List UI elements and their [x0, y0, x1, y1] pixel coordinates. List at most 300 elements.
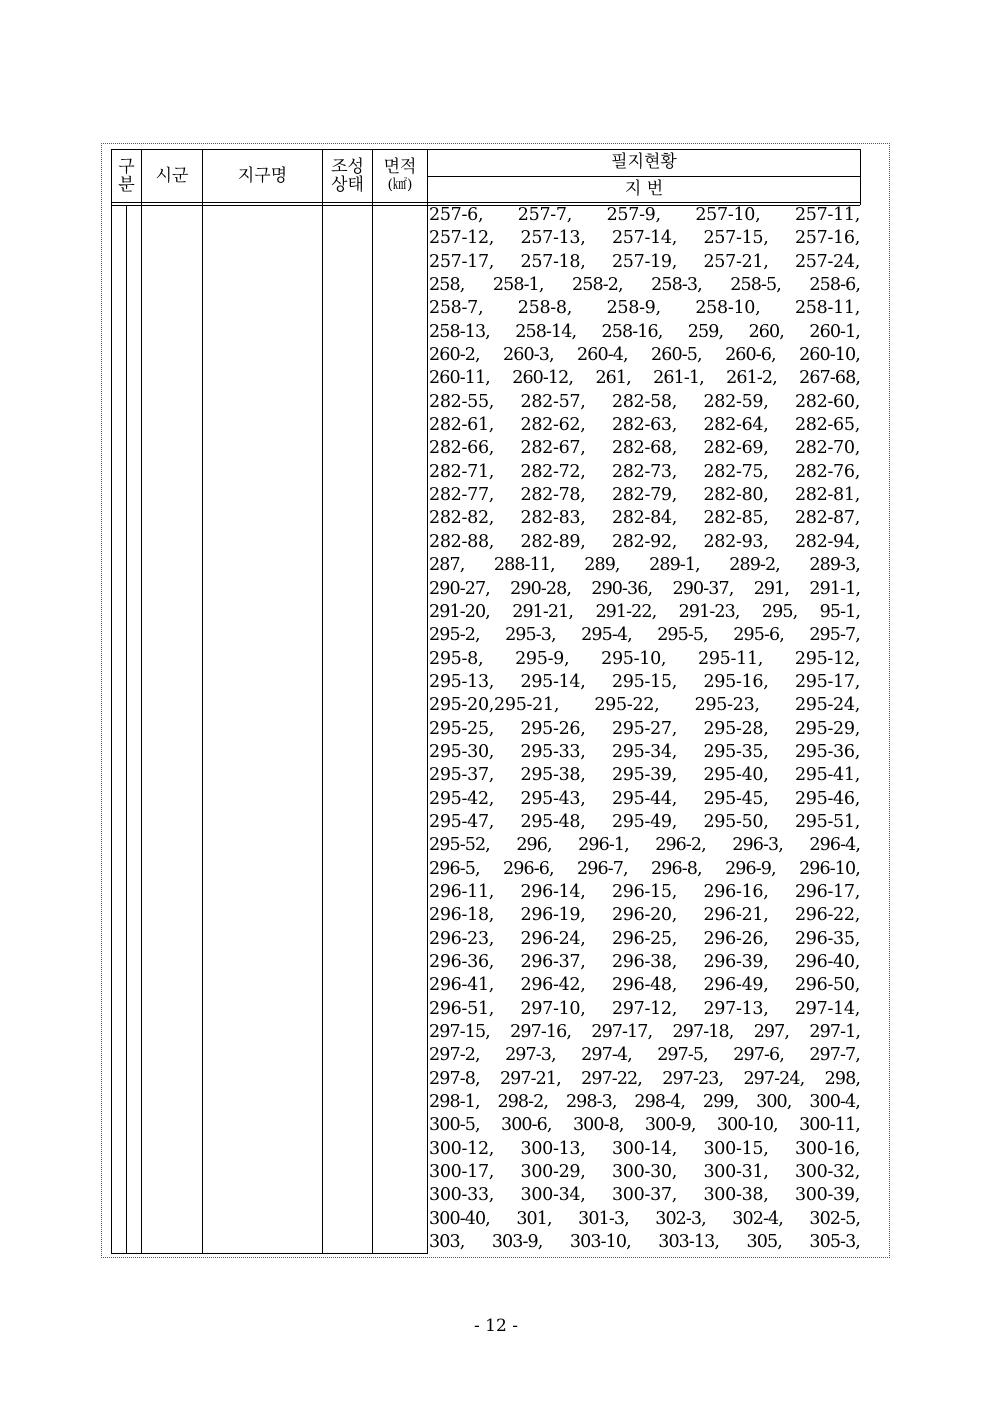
- lot-number-cell: 296-21,: [703, 905, 769, 926]
- lot-number-cell: 297-1,: [809, 1022, 860, 1043]
- lot-number-cell: 295-35,: [703, 741, 769, 762]
- lot-number-cell: 296-4,: [809, 835, 860, 856]
- lot-number-cell: 289,: [584, 555, 620, 576]
- lot-number-cell: 282-70,: [794, 438, 860, 459]
- lot-number-row: [429, 274, 860, 297]
- lot-number-cell: 300-6,: [500, 1115, 552, 1136]
- lot-number-cell: 258-2,: [572, 275, 623, 296]
- page-number: - 12 -: [474, 1316, 518, 1336]
- lot-number-cell: 290-27,: [429, 578, 490, 599]
- lot-number-cell: 305-3,: [809, 1232, 860, 1253]
- lot-number-cell: 95-1,: [819, 601, 860, 622]
- lot-number-cell: 296-39,: [703, 952, 769, 972]
- lot-number-cell: 300-5,: [429, 1115, 480, 1136]
- lot-number-row: [429, 1021, 860, 1044]
- lot-number-cell: 282-66,: [429, 438, 495, 459]
- lot-number-cell: 296-49,: [703, 975, 769, 996]
- lot-number-cell: 257-12,: [429, 228, 495, 249]
- lot-number-cell: 296-3,: [732, 835, 783, 856]
- lot-number-cell: 295-27,: [611, 718, 678, 739]
- lot-number-cell: 289-3,: [809, 555, 860, 576]
- lot-number-cell: 282-85,: [703, 508, 769, 529]
- lot-number-cell: 296-36,: [429, 952, 495, 972]
- lot-number-cell: 296-18,: [429, 905, 495, 926]
- lot-number-cell: 300-37,: [611, 1185, 678, 1206]
- lot-number-cell: 290-37,: [672, 578, 734, 599]
- lot-number-cell: 300-38,: [703, 1185, 769, 1206]
- lot-number-cell: 282-60,: [794, 391, 860, 412]
- lot-number-cell: 296-48,: [611, 975, 678, 996]
- header-bottom-rule-1: [111, 202, 860, 203]
- col-rule-right: [860, 149, 861, 205]
- lot-number-cell: 296-9,: [725, 858, 776, 879]
- lot-number-cell: 291-22,: [595, 601, 657, 622]
- lot-number-cell: 298-4,: [634, 1092, 686, 1113]
- lot-number-cell: 298,: [824, 1068, 860, 1089]
- lot-number-cell: 295-10,: [601, 648, 667, 669]
- lot-number-cell: 291-1,: [809, 578, 860, 599]
- lot-number-cell: 295-30,: [429, 741, 495, 762]
- lot-number-row: [429, 367, 860, 390]
- lot-number-cell: 295-9,: [515, 648, 570, 669]
- lot-number-cell: 295-28,: [703, 718, 769, 739]
- lot-number-cell: 295-2,: [429, 625, 480, 646]
- lot-number-cell: 296-1,: [578, 835, 629, 856]
- lot-number-cell: 296-24,: [520, 928, 586, 949]
- lot-number-cell: 296-51,: [429, 998, 495, 1019]
- lot-number-cell: 296-22,: [794, 905, 860, 926]
- lot-number-cell: 291,: [753, 578, 790, 599]
- lot-number-cell: 297-4,: [581, 1045, 632, 1066]
- lot-number-cell: 296-19,: [520, 905, 586, 926]
- lot-number-cell: 296-5,: [429, 858, 480, 879]
- lot-number-cell: 296-17,: [794, 881, 860, 902]
- lot-number-cell: 258-6,: [809, 275, 860, 296]
- lot-number-cell: 297-3,: [505, 1045, 556, 1066]
- lot-number-cell: 300-15,: [703, 1138, 769, 1159]
- lot-number-row: [429, 718, 860, 741]
- lot-number-cell: 257-7,: [517, 205, 572, 225]
- lot-number-cell: 295-40,: [703, 765, 769, 786]
- lot-number-cell: 296-25,: [611, 928, 678, 949]
- lot-number-cell: 295-22,: [594, 695, 660, 716]
- lot-number-cell: 282-69,: [703, 438, 769, 459]
- lot-number-cell: 258-7,: [429, 298, 484, 319]
- lot-number-cell: 287,: [429, 555, 465, 576]
- lot-number-cell: 297-6,: [733, 1045, 784, 1066]
- lot-number-cell: 282-72,: [520, 461, 586, 482]
- lot-number-cell: 295-34,: [611, 741, 678, 762]
- lot-number-row: [429, 951, 860, 974]
- lot-number-cell: 258-1,: [492, 275, 544, 296]
- lot-number-cell: 303-13,: [658, 1232, 720, 1253]
- lot-number-row: [429, 461, 860, 484]
- lot-number-cell: 295-8,: [429, 648, 484, 669]
- table-bottom-border: [111, 1253, 428, 1254]
- lot-number-cell: 300-16,: [794, 1138, 860, 1159]
- lot-number-cell: 303-9,: [491, 1232, 543, 1253]
- lot-number-cell: 295-26,: [520, 718, 586, 739]
- lot-number-cell: 289-2,: [729, 555, 780, 576]
- lot-number-cell: 282-83,: [520, 508, 586, 529]
- lot-number-cell: 258-8,: [517, 298, 572, 319]
- lot-number-row: [429, 788, 860, 811]
- lot-number-cell: 295-47,: [429, 811, 495, 832]
- lot-number-cell: 282-77,: [429, 485, 495, 506]
- lot-number-cell: 296-38,: [611, 952, 678, 972]
- lot-number-cell: 305,: [746, 1232, 782, 1253]
- lot-number-row: [429, 1044, 860, 1067]
- lot-number-row: [429, 321, 860, 344]
- lot-number-cell: 300-14,: [611, 1138, 678, 1159]
- lot-number-cell: 295-43,: [520, 788, 586, 809]
- lot-number-cell: 282-58,: [611, 391, 678, 412]
- lot-number-cell: 282-89,: [520, 531, 586, 552]
- lot-number-row: [429, 998, 860, 1021]
- lot-number-row: [429, 624, 860, 647]
- lot-number-cell: 282-81,: [794, 485, 860, 506]
- lot-number-cell: 282-94,: [794, 531, 860, 552]
- lot-number-cell: 295-6,: [733, 625, 784, 646]
- lot-number-row: [429, 741, 860, 764]
- lot-number-cell: 297-22,: [581, 1068, 642, 1089]
- lot-number-cell: 260-4,: [577, 345, 628, 366]
- lot-number-cell: 295-13,: [429, 671, 495, 692]
- lot-number-cell: 282-73,: [611, 461, 678, 482]
- lot-number-cell: 258-3,: [651, 275, 702, 296]
- lot-number-cell: 282-87,: [794, 508, 860, 529]
- lot-number-cell: 282-92,: [611, 531, 678, 552]
- lot-number-cell: 297-12,: [611, 998, 678, 1019]
- lot-number-cell: 282-82,: [429, 508, 495, 529]
- lot-number-cell: 260-3,: [503, 345, 554, 366]
- lot-number-cell: 282-55,: [429, 391, 495, 412]
- lot-number-cell: 282-62,: [520, 415, 586, 436]
- lot-number-cell: 295-3,: [505, 625, 556, 646]
- lot-number-cell: 296-37,: [520, 952, 586, 972]
- lot-number-cell: 260-1,: [809, 321, 860, 342]
- col-rule-district: [322, 149, 323, 1254]
- lot-number-cell: 260,: [748, 321, 784, 342]
- lot-number-row: [429, 344, 860, 367]
- lot-number-cell: 297-21,: [499, 1068, 561, 1089]
- lot-number-cell: 267-68,: [799, 368, 860, 389]
- lot-number-cell: 300-33,: [429, 1185, 495, 1206]
- lot-number-cell: 296-11,: [429, 881, 495, 902]
- lot-number-cell: 300,: [756, 1092, 792, 1113]
- lot-number-row: [429, 297, 860, 320]
- lot-number-cell: 291-20,: [429, 601, 490, 622]
- col-rule-area: [427, 149, 428, 1254]
- lot-number-cell: 260-11,: [429, 368, 490, 389]
- lot-number-row: [429, 531, 860, 554]
- lot-number-cell: 282-68,: [611, 438, 678, 459]
- lot-number-cell: 282-93,: [703, 531, 769, 552]
- lot-number-cell: 295-39,: [611, 765, 678, 786]
- lot-number-cell: 295-44,: [611, 788, 678, 809]
- lot-number-cell: 258-11,: [794, 298, 860, 319]
- lot-number-cell: 257-16,: [794, 228, 860, 249]
- lot-number-row: [429, 881, 860, 904]
- lot-number-cell: 295-46,: [794, 788, 860, 809]
- lot-number-row: [429, 1184, 860, 1207]
- lot-number-cell: 260-2,: [429, 345, 480, 366]
- lot-number-cell: 297,: [753, 1022, 790, 1043]
- lot-number-cell: 260-10,: [799, 345, 860, 366]
- lot-number-row: [429, 904, 860, 927]
- lot-number-cell: 296-6,: [503, 858, 554, 879]
- lot-number-cell: 300-31,: [703, 1162, 769, 1183]
- lot-number-cell: 295,: [761, 601, 798, 622]
- lot-number-cell: 297-2,: [429, 1045, 480, 1066]
- lot-number-row: [429, 204, 860, 227]
- lot-number-row: [429, 414, 860, 437]
- lot-number-cell: 296-41,: [429, 975, 495, 996]
- lot-number-cell: 261-2,: [726, 368, 777, 389]
- lot-number-cell: 282-79,: [611, 485, 678, 506]
- lot-number-row: [429, 671, 860, 694]
- lot-number-cell: 260-12,: [512, 368, 574, 389]
- col-rule-gubun: [141, 149, 142, 1254]
- col-rule-sigun: [202, 149, 203, 1254]
- lot-number-cell: 257-19,: [611, 251, 678, 272]
- lot-number-cell: 300-34,: [520, 1185, 586, 1206]
- lot-number-cell: 260-5,: [651, 345, 702, 366]
- lot-number-cell: 282-64,: [703, 415, 769, 436]
- header-sigun: 시군: [155, 166, 189, 186]
- lot-number-cell: 257-18,: [520, 251, 586, 272]
- lot-number-cell: 282-61,: [429, 415, 495, 436]
- lot-number-cell: 300-17,: [429, 1162, 495, 1183]
- lot-number-cell: 291-23,: [678, 601, 740, 622]
- lot-number-cell: 282-67,: [520, 438, 586, 459]
- lot-number-cell: 300-8,: [572, 1115, 624, 1136]
- lot-number-row: [429, 507, 860, 530]
- lot-number-cell: 258-5,: [730, 275, 781, 296]
- lot-number-row: [429, 648, 860, 671]
- lot-number-row: [429, 764, 860, 787]
- lot-number-cell: 296-50,: [794, 975, 860, 996]
- lot-number-list: [429, 204, 860, 1254]
- lot-number-cell: 297-18,: [672, 1022, 734, 1043]
- lot-number-cell: 295-51,: [794, 811, 860, 832]
- lot-number-cell: 297-7,: [809, 1045, 860, 1066]
- lot-number-cell: 282-80,: [703, 485, 769, 506]
- lot-number-cell: 257-15,: [703, 228, 769, 249]
- lot-number-row: [429, 601, 860, 624]
- lot-number-cell: 257-11,: [794, 205, 860, 225]
- lot-number-row: [429, 391, 860, 414]
- lot-number-cell: 258-13,: [429, 321, 490, 342]
- lot-number-cell: 300-13,: [520, 1138, 586, 1159]
- lot-number-cell: 295-24,: [794, 695, 860, 716]
- lot-number-cell: 300-10,: [716, 1115, 778, 1136]
- lot-number-cell: 257-13,: [520, 228, 586, 249]
- lot-number-cell: 282-76,: [794, 461, 860, 482]
- lot-number-cell: 257-17,: [429, 251, 495, 272]
- lot-number-cell: 303,: [429, 1232, 465, 1253]
- header-area: 면적 (㎢): [383, 157, 417, 193]
- lot-number-cell: 297-13,: [703, 998, 769, 1019]
- lot-number-cell: 295-16,: [703, 671, 769, 692]
- lot-number-cell: 295-38,: [520, 765, 586, 786]
- lot-number-cell: 295-42,: [429, 788, 495, 809]
- lot-number-cell: 300-4,: [809, 1092, 860, 1113]
- lot-number-cell: 258-16,: [601, 321, 663, 342]
- lot-number-cell: 296-10,: [799, 858, 860, 879]
- lot-number-cell: 297-17,: [591, 1022, 653, 1043]
- lot-number-cell: 295-15,: [611, 671, 678, 692]
- header-parcel-status: 필지현황: [611, 152, 677, 172]
- lot-number-cell: 295-37,: [429, 765, 495, 786]
- lot-number-cell: 258-10,: [695, 298, 761, 319]
- lot-number-row: [429, 251, 860, 274]
- lot-number-row: [429, 437, 860, 460]
- lot-number-cell: 302-5,: [809, 1208, 860, 1229]
- lot-number-cell: 295-36,: [794, 741, 860, 762]
- lot-number-cell: 297-8,: [429, 1068, 480, 1089]
- lot-number-cell: 297-5,: [657, 1045, 708, 1066]
- lot-number-cell: 282-78,: [520, 485, 586, 506]
- lot-number-cell: 296-35,: [794, 928, 860, 949]
- lot-number-cell: 296-15,: [611, 881, 678, 902]
- lot-number-cell: 300-30,: [611, 1162, 678, 1183]
- lot-number-cell: 303-10,: [569, 1232, 631, 1253]
- lot-number-cell: 297-14,: [794, 998, 860, 1019]
- lot-number-cell: 296-7,: [577, 858, 628, 879]
- col-rule-outer-left: [111, 149, 112, 1254]
- lot-number-cell: 300-40,: [429, 1208, 490, 1229]
- lot-number-cell: 295-7,: [809, 625, 860, 646]
- lot-number-cell: 298-3,: [565, 1092, 617, 1113]
- lot-number-cell: 295-50,: [703, 811, 769, 832]
- header-district-name: 지구명: [237, 166, 288, 186]
- lot-number-cell: 257-14,: [611, 228, 678, 249]
- lot-number-cell: 257-10,: [695, 205, 761, 225]
- lot-number-cell: 300-11,: [799, 1115, 860, 1136]
- lot-number-cell: 260-6,: [725, 345, 776, 366]
- lot-number-cell: 289-1,: [649, 555, 700, 576]
- lot-number-cell: 302-4,: [732, 1208, 783, 1229]
- lot-number-cell: 261-1,: [653, 368, 704, 389]
- lot-number-cell: 298-1,: [429, 1092, 480, 1113]
- lot-number-row: [429, 554, 860, 577]
- lot-number-cell: 282-71,: [429, 461, 495, 482]
- lot-number-row: [429, 858, 860, 881]
- lot-number-cell: 296-20,: [611, 905, 678, 926]
- lot-number-cell: 295-49,: [611, 811, 678, 832]
- lot-number-cell: 288-11,: [493, 555, 555, 576]
- lot-number-row: [429, 694, 860, 717]
- lot-number-cell: 301,: [516, 1208, 552, 1229]
- lot-number-cell: 257-9,: [606, 205, 661, 225]
- lot-number-cell: 296-8,: [651, 858, 702, 879]
- lot-number-row: [429, 974, 860, 997]
- lot-number-cell: 258-9,: [606, 298, 661, 319]
- lot-number-cell: 297-15,: [429, 1022, 490, 1043]
- lot-number-cell: 296-23,: [429, 928, 495, 949]
- lot-number-cell: 296-2,: [655, 835, 706, 856]
- lot-number-cell: 290-36,: [591, 578, 653, 599]
- lot-number-row: [429, 1161, 860, 1184]
- lot-number-cell: 296-26,: [703, 928, 769, 949]
- lot-number-cell: 295-12,: [794, 648, 860, 669]
- lot-number-cell: 297-23,: [662, 1068, 724, 1089]
- lot-number-cell: 300-12,: [429, 1138, 495, 1159]
- lot-number-row: [429, 1138, 860, 1161]
- lot-number-row: [429, 1208, 860, 1231]
- lot-number-row: [429, 578, 860, 601]
- lot-number-cell: 282-63,: [611, 415, 678, 436]
- lot-number-cell: 297-10,: [520, 998, 586, 1019]
- lot-number-cell: 295-11,: [698, 648, 764, 669]
- lot-number-cell: 296-14,: [520, 881, 586, 902]
- lot-number-row: [429, 834, 860, 857]
- lot-number-cell: 259,: [687, 321, 724, 342]
- table-top-border: [111, 149, 860, 150]
- lot-number-cell: 299,: [702, 1092, 739, 1113]
- lot-number-row: [429, 1068, 860, 1091]
- lot-number-cell: 296-42,: [520, 975, 586, 996]
- lot-number-cell: 282-57,: [520, 391, 586, 412]
- lot-number-cell: 257-21,: [703, 251, 769, 272]
- lot-number-cell: 295-14,: [520, 671, 586, 692]
- lot-number-row: [429, 1231, 860, 1254]
- lot-number-cell: 300-9,: [644, 1115, 696, 1136]
- lot-number-cell: 282-59,: [703, 391, 769, 412]
- lot-number-cell: 300-29,: [520, 1162, 586, 1183]
- lot-number-cell: 295-17,: [794, 671, 860, 692]
- header-gubun: 구 분: [118, 157, 135, 195]
- lot-number-cell: 295-33,: [520, 741, 586, 762]
- lot-number-cell: 297-16,: [510, 1022, 572, 1043]
- lot-number-cell: 295-25,: [429, 718, 495, 739]
- lot-number-cell: 295-52,: [429, 835, 490, 856]
- header-lot-number: 지 번: [624, 179, 664, 199]
- lot-number-row: [429, 1114, 860, 1137]
- lot-number-cell: 295-48,: [520, 811, 586, 832]
- lot-number-cell: 296-40,: [794, 952, 860, 972]
- subheader-rule: [427, 176, 860, 177]
- lot-number-cell: 282-84,: [611, 508, 678, 529]
- lot-number-cell: 295-23,: [694, 695, 760, 716]
- lot-number-cell: 295-4,: [581, 625, 632, 646]
- lot-number-cell: 282-65,: [794, 415, 860, 436]
- col-rule-status: [372, 149, 373, 1254]
- lot-number-cell: 296,: [516, 835, 552, 856]
- lot-number-cell: 261,: [595, 368, 631, 389]
- lot-number-cell: 296-16,: [703, 881, 769, 902]
- lot-number-cell: 282-88,: [429, 531, 495, 552]
- lot-number-row: [429, 484, 860, 507]
- lot-number-cell: 290-28,: [510, 578, 572, 599]
- lot-number-cell: 297-24,: [743, 1068, 805, 1089]
- lot-number-cell: 300-39,: [794, 1185, 860, 1206]
- lot-number-cell: 298-2,: [497, 1092, 549, 1113]
- lot-number-cell: 257-24,: [794, 251, 860, 272]
- lot-number-cell: 295-41,: [794, 765, 860, 786]
- lot-number-row: [429, 227, 860, 250]
- lot-number-cell: 300-32,: [794, 1162, 860, 1183]
- lot-number-cell: 295-45,: [703, 788, 769, 809]
- lot-number-cell: 258,: [429, 275, 465, 296]
- lot-number-cell: 257-6,: [429, 205, 484, 225]
- lot-number-cell: 282-75,: [703, 461, 769, 482]
- lot-number-cell: 295-20,295-21,: [429, 695, 560, 716]
- col-rule-inner: [126, 205, 127, 1254]
- header-status: 조성 상태: [331, 157, 364, 195]
- lot-number-cell: 291-21,: [512, 601, 574, 622]
